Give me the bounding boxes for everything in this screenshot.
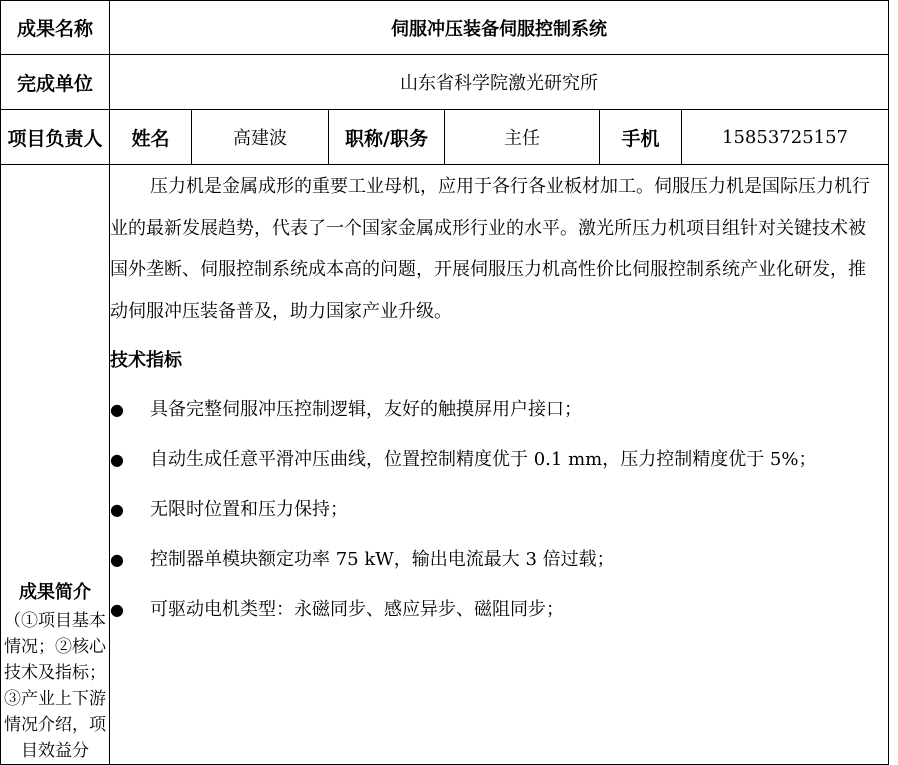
name-value: 高建波 (192, 110, 329, 165)
spec-text: 无限时位置和压力保持； (150, 499, 348, 520)
intro-label-cell (1, 165, 110, 765)
unit-label: 完成单位 (1, 55, 110, 110)
row-leader (1, 110, 889, 165)
bullet-icon: ● (110, 500, 124, 519)
tech-heading: 技术指标 (110, 350, 182, 371)
spec-text: 控制器单模块额定功率 75 kW，输出电流最大 3 倍过载； (150, 549, 615, 570)
intro-sublabel: （①项目基本情况；②核心技术及指标；③产业上下游情况介绍，项目效益分 (4, 611, 106, 761)
project-name-value: 伺服冲压装备伺服控制系统 (110, 1, 889, 55)
spec-text: 具备完整伺服冲压控制逻辑，友好的触摸屏用户接口； (150, 399, 582, 420)
spec-item (110, 488, 888, 532)
leader-label: 项目负责人 (1, 110, 110, 165)
title-value: 主任 (445, 110, 600, 165)
phone-label: 手机 (600, 110, 682, 165)
intro-paragraph: 压力机是金属成形的重要工业母机，应用于各行各业板材加工。伺服压力机是国际压力机行业的最新发展趋势，代表了一个国家金属成形行业的水平。激光所压力机项目组针对关键技术被国外垄断、伺服控制系统成本高的问题，开展伺服压力机高性价比伺服控制系统产业化研发，推动伺服冲压装备普及，助力国家产业升级。 (110, 176, 870, 322)
bullet-icon: ● (110, 600, 124, 619)
unit-value: 山东省科学院激光研究所 (110, 55, 889, 110)
intro-label: 成果简介 (19, 582, 91, 603)
spec-item (110, 588, 888, 632)
spec-text: 可驱动电机类型：永磁同步、感应异步、磁阻同步； (150, 599, 564, 620)
bullet-icon: ● (110, 450, 124, 469)
spec-item (110, 388, 888, 432)
project-name-label: 成果名称 (1, 1, 110, 55)
row-unit (1, 55, 889, 110)
title-label: 职称/职务 (329, 110, 445, 165)
row-project-name (1, 1, 889, 55)
bullet-icon: ● (110, 400, 124, 419)
name-label: 姓名 (110, 110, 192, 165)
phone-value: 15853725157 (682, 110, 889, 165)
spec-item (110, 538, 888, 582)
intro-content (110, 165, 889, 765)
bullet-icon: ● (110, 550, 124, 569)
spec-text: 自动生成任意平滑冲压曲线，位置控制精度优于 0.1 mm，压力控制精度优于 5%； (150, 449, 817, 470)
spec-item (110, 438, 888, 482)
row-intro (1, 165, 889, 765)
spec-list (110, 388, 888, 632)
